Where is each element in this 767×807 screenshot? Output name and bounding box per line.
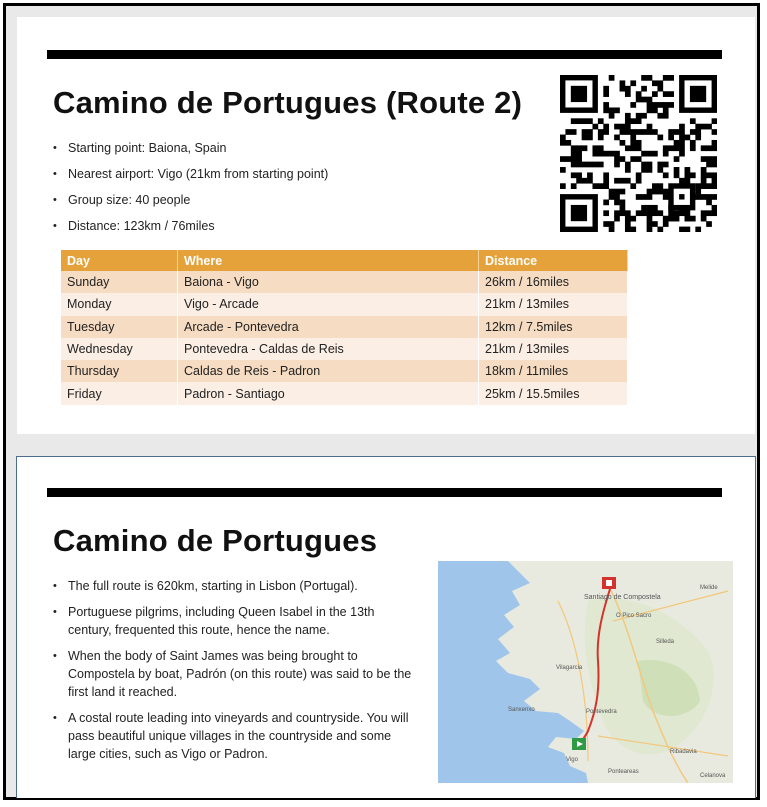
title-bar (47, 50, 722, 59)
column-header-distance: Distance (479, 250, 628, 271)
map-label-sanxenxo: Sanxenxo (508, 707, 535, 713)
slide-route-2 (17, 17, 755, 434)
cell-where: Padron - Santiago (178, 382, 479, 404)
table-row (61, 360, 628, 382)
cell-day: Monday (61, 293, 178, 315)
map-label-melide: Melide (700, 585, 718, 591)
cell-where: Caldas de Reis - Padron (178, 360, 479, 382)
cell-distance: 18km / 11miles (479, 360, 628, 382)
column-header-day: Day (61, 250, 178, 271)
start-marker-icon (572, 738, 586, 750)
table-row (61, 293, 628, 315)
map-label-ponteareas: Ponteareas (608, 769, 639, 775)
table-header-row (61, 250, 628, 271)
table-row (61, 382, 628, 404)
table-row (61, 316, 628, 338)
cell-day: Wednesday (61, 338, 178, 360)
list-item: • Nearest airport: Vigo (21km from starting point) (53, 166, 328, 192)
list-item: • A costal route leading into vineyards and countryside. You will pass beautiful unique villages in the countryside and some large cities, such as Vigo or Padron. (53, 709, 421, 763)
overview-list (53, 577, 421, 771)
cell-distance: 25km / 15.5miles (479, 382, 628, 404)
map-label-vigo: Vigo (566, 757, 578, 763)
cell-day: Friday (61, 382, 178, 404)
map-label-silleda: Silleda (656, 639, 675, 645)
route-map[interactable] (438, 561, 733, 783)
map-label-santiago: Santiago de Compostela (584, 594, 661, 601)
slide-title: Camino de Portugues (Route 2) (53, 85, 523, 120)
cell-day: Thursday (61, 360, 178, 382)
title-bar (47, 488, 722, 497)
map-label-celanova: Celanova (700, 773, 726, 779)
list-item: • Group size: 40 people (53, 192, 328, 218)
map-label-pico: O Pico Sacro (616, 613, 652, 619)
route-facts-list (53, 140, 328, 244)
cell-day: Tuesday (61, 316, 178, 338)
map-label-ribadavia: Ribadavia (670, 749, 697, 755)
cell-where: Baiona - Vigo (178, 271, 479, 293)
cell-where: Vigo - Arcade (178, 293, 479, 315)
cell-distance: 12km / 7.5miles (479, 316, 628, 338)
cell-distance: 26km / 16miles (479, 271, 628, 293)
list-item: • Starting point: Baiona, Spain (53, 140, 328, 166)
list-item: • The full route is 620km, starting in Lisbon (Portugal). (53, 577, 421, 595)
destination-marker-icon (602, 577, 616, 589)
map-label-vilagarcia: Vilagarcia (556, 665, 583, 671)
cell-distance: 21km / 13miles (479, 338, 628, 360)
qr-code-icon[interactable] (560, 75, 717, 232)
map-label-pontevedra: Pontevedra (586, 709, 617, 715)
cell-where: Pontevedra - Caldas de Reis (178, 338, 479, 360)
list-item: • Portuguese pilgrims, including Queen Isabel in the 13th century, frequented this route, hence the name. (53, 603, 421, 639)
cell-where: Arcade - Pontevedra (178, 316, 479, 338)
cell-day: Sunday (61, 271, 178, 293)
list-item: • When the body of Saint James was being brought to Compostela by boat, Padrón (on this route) was said to be the first land it reached. (53, 647, 421, 701)
slide-camino-overview (16, 456, 756, 798)
cell-distance: 21km / 13miles (479, 293, 628, 315)
slide-title: Camino de Portugues (53, 523, 378, 558)
list-item: • Distance: 123km / 76miles (53, 218, 328, 244)
column-header-where: Where (178, 250, 479, 271)
itinerary-table (61, 250, 628, 405)
table-row (61, 271, 628, 293)
table-row (61, 338, 628, 360)
